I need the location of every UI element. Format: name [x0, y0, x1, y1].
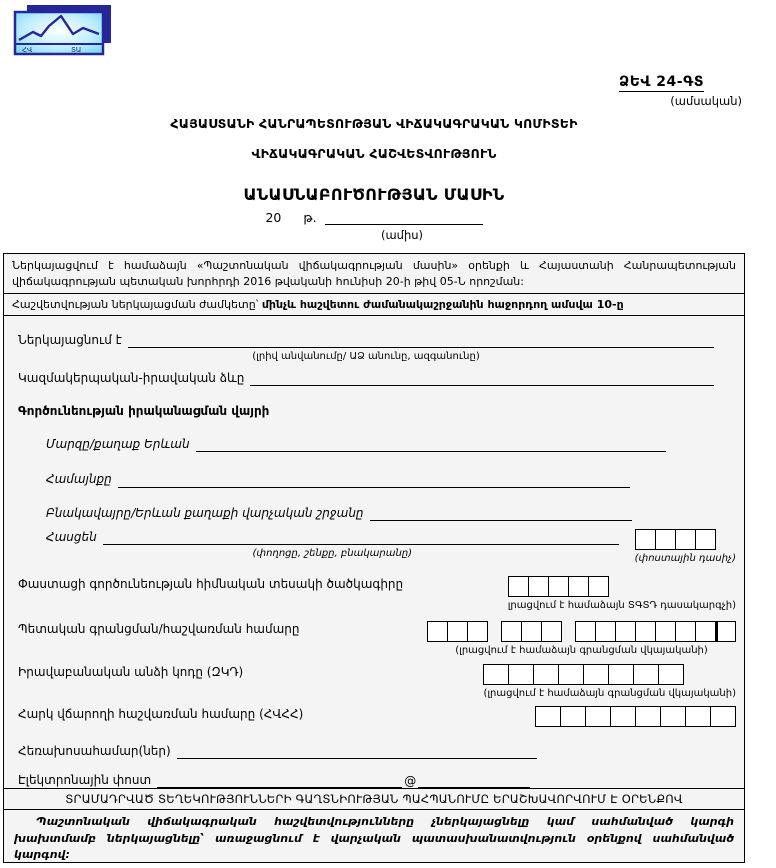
fields-section: [4, 315, 744, 788]
tin-boxes: [535, 706, 736, 727]
org-name-line2: ՎԻՃԱԿԱԳՐԱԿԱՆ ՀԱՇՎԵՏՎՈՒԹՅՈՒՆ: [251, 146, 497, 161]
legal-code-col: [483, 664, 736, 700]
settlement-label: Բնակավայրը/Երևան քաղաքի վարչական շրջանը: [46, 505, 364, 520]
presenter-field: [18, 332, 736, 348]
address-line-row: [46, 529, 619, 545]
registration-caption: (լրացվում է համաձայն գրանցման վկայականի): [455, 644, 708, 656]
code-box-cell[interactable]: [483, 664, 509, 685]
email-field: [18, 772, 736, 788]
email-local-fill-line[interactable]: [157, 773, 402, 788]
code-box-cell[interactable]: [558, 664, 584, 685]
code-box-cell[interactable]: [427, 621, 448, 642]
settlement-fill-line[interactable]: [370, 506, 632, 521]
registration-col: [427, 621, 736, 657]
code-box-cell[interactable]: [675, 529, 696, 550]
presenter-label: Ներկայացնում է: [18, 332, 122, 347]
logo-right-text: ՏԱ: [71, 46, 82, 54]
code-box-cell[interactable]: [568, 576, 589, 597]
legal-form-field: [18, 370, 736, 386]
code-box-cell[interactable]: [560, 706, 586, 727]
code-box-cell[interactable]: [467, 621, 488, 642]
logo-left-text: ՀՎ: [22, 46, 33, 54]
code-box-cell[interactable]: [508, 664, 534, 685]
warning-row: Պաշտոնական վիճակագրական հաշվետվությունները չներկայացնելը կամ սահմանված կարգի խախտմամբ ներկայացնելը՝ առաջացնում է վարչական պատասխանատվություն օրենքով սահմանված կարգով:: [4, 809, 744, 868]
report-title: ԱՆԱՍՆԱԲՈՒԾՈՒԹՅԱՆ ՄԱՍԻՆ: [243, 185, 505, 204]
code-box-cell[interactable]: [635, 706, 661, 727]
address-caption: (փողոցը, շենքը, բնակարանը): [252, 548, 413, 559]
code-box-cell[interactable]: [608, 664, 634, 685]
address-label: Հասցեն: [46, 529, 97, 544]
postal-boxes: [635, 529, 736, 550]
tin-field: [18, 706, 736, 727]
code-box-cell[interactable]: [655, 529, 676, 550]
code-box-cell[interactable]: [541, 621, 562, 642]
region-label: Մարզը/քաղաք Երևան: [46, 437, 190, 452]
code-box-cell[interactable]: [528, 576, 549, 597]
registration-boxes: [427, 621, 736, 642]
code-box-cell[interactable]: [715, 621, 736, 642]
code-box-cell[interactable]: [548, 576, 569, 597]
code-box-cell[interactable]: [535, 706, 561, 727]
presenter-caption: (լրիվ անվանումը/ ԱՁ անունը, ազգանունը): [252, 351, 480, 363]
year-row: [0, 210, 748, 225]
legal-code-field: [18, 664, 736, 700]
code-box-cell[interactable]: [695, 529, 716, 550]
location-heading: Գործունեության իրականացման վայրի: [18, 404, 270, 419]
phone-fill-line[interactable]: [177, 744, 537, 759]
code-box-cell[interactable]: [501, 621, 522, 642]
community-label: Համայնքը: [46, 472, 112, 487]
code-box-cell[interactable]: [508, 576, 529, 597]
code-box-cell[interactable]: [710, 706, 736, 727]
postal-code-col: [635, 529, 736, 565]
tin-col: [535, 706, 736, 727]
tin-label: Հարկ վճարողի հաշվառման համարը (ՀՎՀՀ): [18, 706, 304, 721]
region-fill-line[interactable]: [196, 437, 666, 452]
settlement-field: [46, 505, 736, 521]
community-fill-line[interactable]: [118, 473, 630, 488]
code-box-cell[interactable]: [695, 621, 716, 642]
code-box-cell[interactable]: [675, 621, 696, 642]
code-box-cell[interactable]: [521, 621, 542, 642]
legal-code-caption: (լրացվում է համաձայն գրանցման վկայականի): [483, 687, 736, 699]
activity-label: Փաստացի գործունեության հիմնական տեսակի ծածկագիրը: [18, 576, 404, 591]
activity-caption: լրացվում է համաձայն ՏԳՏԴ դասակարգչի): [507, 599, 736, 611]
month-fill-line[interactable]: [325, 210, 483, 225]
code-box-cell[interactable]: [583, 664, 609, 685]
form-header: [0, 0, 748, 253]
code-box-cell[interactable]: [533, 664, 559, 685]
form-body-box: [3, 253, 745, 863]
activity-boxes: [508, 576, 736, 597]
code-box-cell[interactable]: [610, 706, 636, 727]
activity-code-col: [508, 576, 736, 612]
legal-code-label: Իրավաբանական անձի կոդը (ԶԿԴ): [18, 664, 244, 679]
code-box-cell[interactable]: [633, 664, 659, 685]
email-domain-fill-line[interactable]: [418, 773, 530, 788]
armstat-logo: [13, 4, 117, 56]
code-box-cell[interactable]: [655, 621, 676, 642]
form-code: ՁԵՎ 24-ԳՏ: [619, 74, 704, 90]
phone-label: Հեռախոսահամար(ներ): [18, 743, 171, 758]
form-periodicity: (ամսական): [670, 94, 742, 108]
year-suffix: թ.: [303, 210, 317, 225]
legal-form-fill-line[interactable]: [250, 371, 714, 386]
activity-field: [18, 576, 736, 612]
code-box-cell[interactable]: [658, 664, 684, 685]
code-box-cell[interactable]: [588, 576, 609, 597]
phone-field: [18, 743, 736, 759]
code-box-cell[interactable]: [635, 529, 656, 550]
deadline-row: [4, 293, 744, 315]
address-fill-line[interactable]: [103, 530, 619, 545]
email-at-sign: @: [404, 774, 417, 789]
code-box-cell[interactable]: [615, 621, 636, 642]
presenter-fill-line[interactable]: [128, 333, 714, 348]
confidentiality-row: ՏՐԱՄԱԴՐՎԱԾ ՏԵՂԵԿՈՒԹՅՈՒՆՆԵՐԻ ԳԱՂՏՆԻՈՒԹՅԱՆ ՊԱՀՊԱՆՈՒՄԸ ԵՐԱՇԽԱՎՈՐՎՈՒՄ Է ՕՐԵՆՔՈՎ: [4, 788, 744, 809]
community-field: [46, 471, 736, 487]
deadline-prefix: Հաշվետվության ներկայացման ժամկետը՝: [12, 297, 262, 311]
legal-form-label: Կազմակերպական-իրավական ձևը: [18, 371, 245, 386]
code-box-cell[interactable]: [660, 706, 686, 727]
org-name-line1: ՀԱՅԱՍՏԱՆԻ ՀԱՆՐԱՊԵՏՈՒԹՅԱՆ ՎԻՃԱԿԱԳՐԱԿԱՆ ԿՈՄԻՏԵԻ: [170, 116, 578, 131]
registration-label: Պետական գրանցման/հաշվառման համարը: [18, 621, 300, 636]
address-field: [46, 529, 736, 565]
legal-code-boxes: [483, 664, 736, 685]
registration-field: [18, 621, 736, 657]
legal-basis-row: Ներկայացվում է համաձայն «Պաշտոնական վիճակագրության մասին» օրենքի և Հայաստանի Հանրապետության վիճակագրության պետական խորհրդի 2016 թվականի հունիսի 20-ի թիվ 05-Ն որոշման:: [12, 259, 736, 288]
code-box-cell[interactable]: [585, 706, 611, 727]
code-box-cell[interactable]: [685, 706, 711, 727]
code-box-cell[interactable]: [447, 621, 468, 642]
email-label: Էլեկտրոնային փոստ: [18, 773, 152, 787]
code-box-cell[interactable]: [595, 621, 616, 642]
code-box-cell[interactable]: [635, 621, 656, 642]
form-code-block: [619, 74, 742, 108]
postal-caption: (փոստային դասիչ): [634, 552, 736, 564]
deadline-bold: մինչև հաշվետու ժամանակաշրջանին հաջորդող ամսվա 10-ը: [261, 297, 624, 311]
address-left: [46, 529, 619, 560]
region-field: [46, 436, 736, 452]
year-prefix: 20: [265, 210, 282, 225]
code-box-cell[interactable]: [575, 621, 596, 642]
month-caption: (ամիս): [380, 228, 424, 242]
